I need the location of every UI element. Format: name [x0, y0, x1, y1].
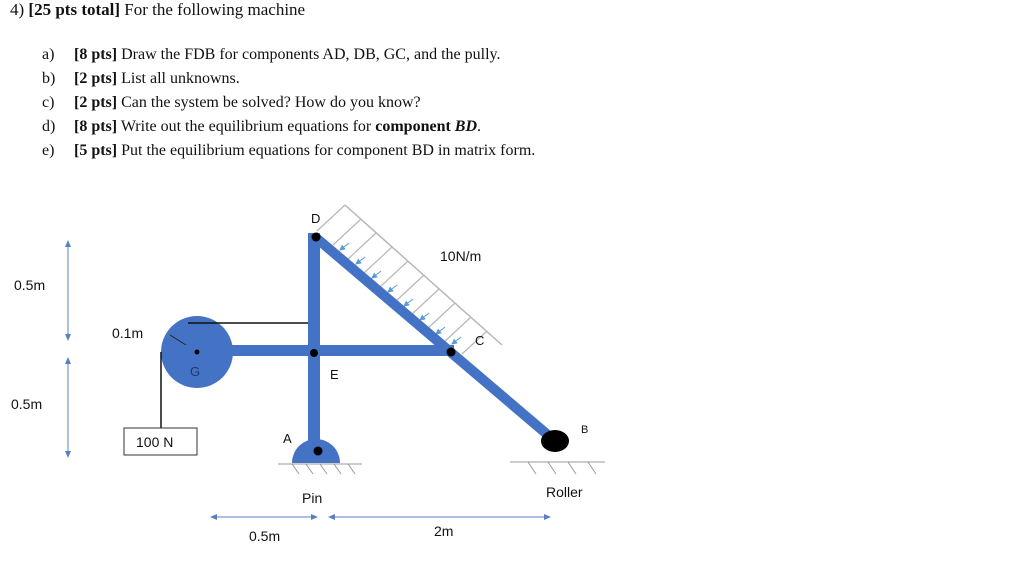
- horizontal-dimensions: [210, 514, 551, 520]
- part-label: a): [42, 46, 55, 63]
- part-label: e): [42, 142, 55, 159]
- label-c: C: [475, 333, 485, 348]
- pin-ground: [278, 464, 362, 474]
- part-label: b): [42, 70, 56, 87]
- part-points: [2 pts]: [74, 94, 118, 111]
- label-dim-bottom-right: 2m: [434, 523, 454, 539]
- label-d: D: [311, 211, 321, 226]
- part-text: Write out the equilibrium equations for: [120, 118, 372, 135]
- label-e: E: [330, 367, 339, 382]
- part-points: [2 pts]: [74, 70, 118, 87]
- distributed-load: [317, 205, 502, 354]
- part-points: [8 pts]: [74, 118, 118, 135]
- member-db: [314, 236, 555, 441]
- part-text: Draw the FDB for components AD, DB, GC, and the pully.: [121, 46, 501, 63]
- joint-c: [447, 348, 456, 357]
- label-roller: Roller: [546, 484, 583, 500]
- part-text-italic: BD: [454, 118, 478, 135]
- label-dim-upper: 0.5m: [14, 277, 46, 293]
- label-b: B: [581, 424, 589, 436]
- part-label: c): [42, 94, 55, 111]
- roller-ground: [510, 462, 605, 474]
- label-dim-bottom-left: 0.5m: [249, 528, 281, 544]
- question-points: [25 pts total]: [28, 0, 121, 19]
- joint-e: [310, 349, 318, 357]
- member-ad: [308, 233, 320, 451]
- part-points: [5 pts]: [74, 142, 118, 159]
- vertical-dimensions: [65, 240, 71, 458]
- joint-g: [195, 350, 200, 355]
- question-number: 4): [10, 0, 25, 19]
- load-hatch-lines: [317, 205, 487, 354]
- label-a: A: [283, 431, 292, 446]
- label-dim-lower: 0.5m: [11, 396, 43, 412]
- roller-b: [541, 430, 569, 452]
- label-load: 10N/m: [440, 248, 482, 264]
- label-weight: 100 N: [136, 434, 174, 450]
- part-text-bold: component: [375, 118, 451, 135]
- question-title-text: For the following machine: [124, 0, 306, 19]
- part-text: Can the system be solved? How do you know?: [121, 94, 421, 111]
- joint-d: [312, 233, 321, 242]
- part-d: d) [8 pts] Write out the equilibrium equations for component BD.: [42, 118, 482, 135]
- label-g: G: [190, 364, 201, 379]
- label-pin: Pin: [302, 490, 323, 506]
- part-text: List all unknowns.: [121, 70, 240, 87]
- label-radius: 0.1m: [112, 325, 144, 341]
- part-label: d): [42, 118, 56, 135]
- part-text: Put the equilibrium equations for component BD in matrix form.: [121, 142, 536, 159]
- joint-a: [314, 447, 323, 456]
- part-points: [8 pts]: [74, 46, 118, 63]
